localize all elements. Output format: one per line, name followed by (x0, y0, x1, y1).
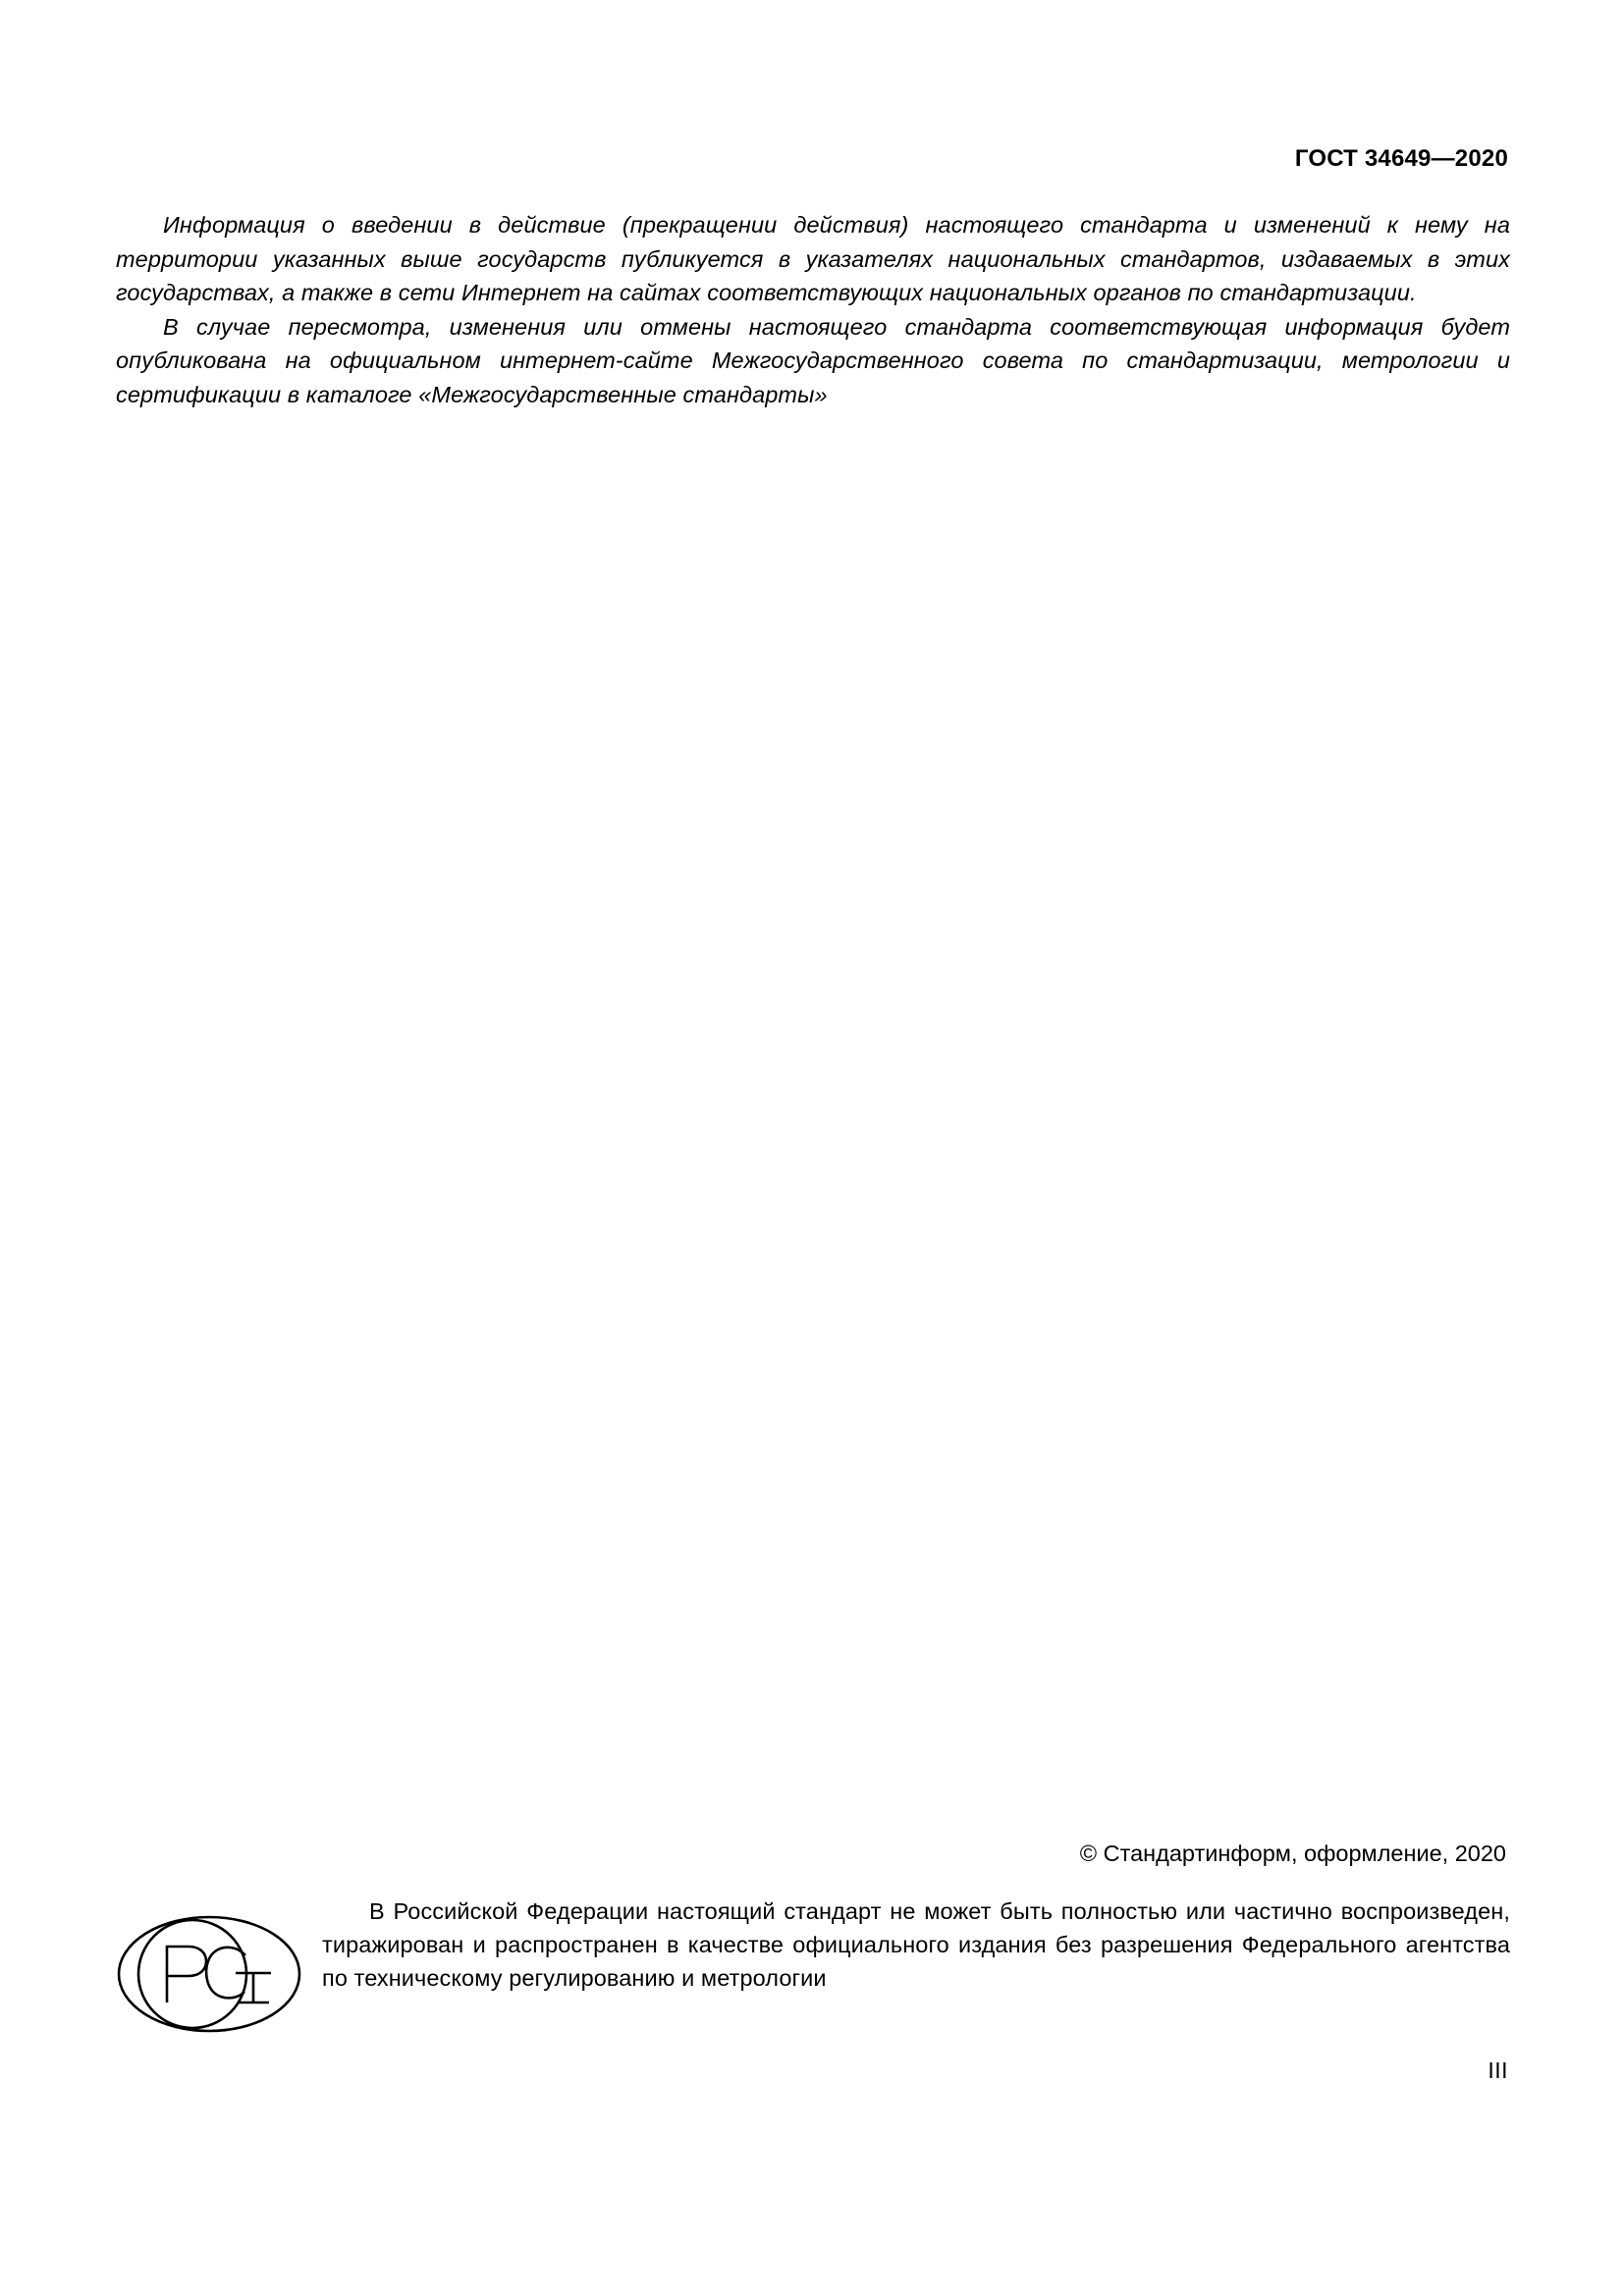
page-number: III (1488, 2057, 1508, 2083)
intro-paragraph-2: В случае пересмотра, изменения или отмены настоящего стандарта соответствующая информация будет опубликована на официальном интернет-сайте Межгосударственного совета по стандартизации, метрологии и сертификации в каталоге «Межгосударственные стандарты» (116, 313, 1510, 407)
intro-block (116, 208, 1510, 411)
copyright-line: © Стандартинформ, оформление, 2020 (1079, 1841, 1506, 1866)
bottom-note-paragraph: В Российской Федерации настоящий стандарт не может быть полностью или частично воспроизведен, тиражирован и распространен в качестве официального издания без разрешения Федерального агентства по техническому регулированию и метрологии (322, 1898, 1510, 1991)
intro-paragraph-1: Информация о введении в действие (прекращении действия) настоящего стандарта и изменений к нему на территории указанных выше государств публикуется в указателях национальных стандартов, издаваемых в этих государствах, а также в сети Интернет на сайтах соответствующих национальных органов по стандартизации. (116, 212, 1510, 305)
bottom-note (116, 1895, 1510, 2048)
page-title: ГОСТ 34649—2020 (1294, 145, 1508, 172)
rst-certification-emblem-icon (116, 1895, 322, 2048)
bottom-note-text (322, 1895, 1510, 1995)
